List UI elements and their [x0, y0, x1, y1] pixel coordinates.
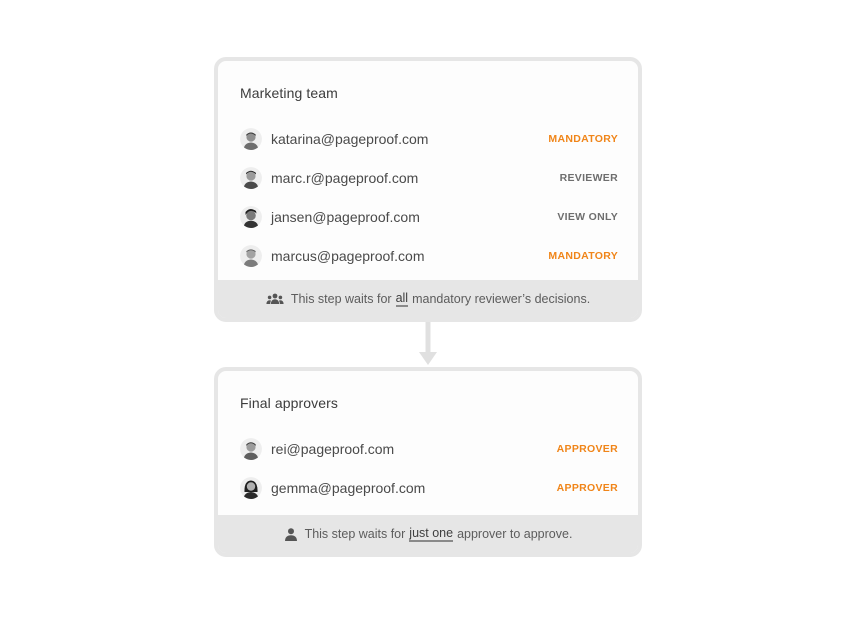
reviewer-email: marcus@pageproof.com: [271, 248, 425, 264]
step-title: Final approvers: [240, 395, 338, 411]
role-badge[interactable]: MANDATORY: [548, 133, 618, 145]
reviewer-row[interactable]: [240, 205, 618, 229]
footer-text-emphasis: all: [395, 291, 409, 305]
avatar: [240, 206, 262, 228]
footer-text-emphasis: just one: [409, 526, 454, 540]
reviewer-email: gemma@pageproof.com: [271, 480, 426, 496]
reviewer-row[interactable]: [240, 244, 618, 268]
footer-text-prefix: This step waits for: [304, 527, 406, 541]
role-badge[interactable]: REVIEWER: [559, 172, 618, 184]
reviewer-row[interactable]: [240, 127, 618, 151]
footer-text-suffix: approver to approve.: [457, 527, 573, 541]
step-title: Marketing team: [240, 85, 338, 101]
role-badge[interactable]: MANDATORY: [548, 250, 618, 262]
footer-text-suffix: mandatory reviewer’s decisions.: [412, 292, 591, 306]
role-badge[interactable]: VIEW ONLY: [557, 211, 618, 223]
reviewer-email: marc.r@pageproof.com: [271, 170, 419, 186]
footer-text-prefix: This step waits for: [290, 292, 392, 306]
group-icon: [266, 293, 284, 305]
avatar: [240, 438, 262, 460]
person-icon: [284, 528, 298, 541]
step-footer: [218, 280, 638, 318]
arrow-down-icon: [419, 322, 437, 367]
workflow-step-final-approvers: [214, 367, 642, 557]
step-footer: [218, 515, 638, 553]
reviewer-row[interactable]: [240, 166, 618, 190]
reviewer-row[interactable]: [240, 437, 618, 461]
reviewer-row[interactable]: [240, 476, 618, 500]
avatar: [240, 477, 262, 499]
avatar: [240, 245, 262, 267]
reviewer-email: rei@pageproof.com: [271, 441, 395, 457]
reviewer-email: jansen@pageproof.com: [271, 209, 420, 225]
avatar: [240, 128, 262, 150]
workflow-step-marketing-team: [214, 57, 642, 322]
role-badge[interactable]: APPROVER: [556, 482, 618, 494]
reviewer-email: katarina@pageproof.com: [271, 131, 429, 147]
role-badge[interactable]: APPROVER: [556, 443, 618, 455]
avatar: [240, 167, 262, 189]
